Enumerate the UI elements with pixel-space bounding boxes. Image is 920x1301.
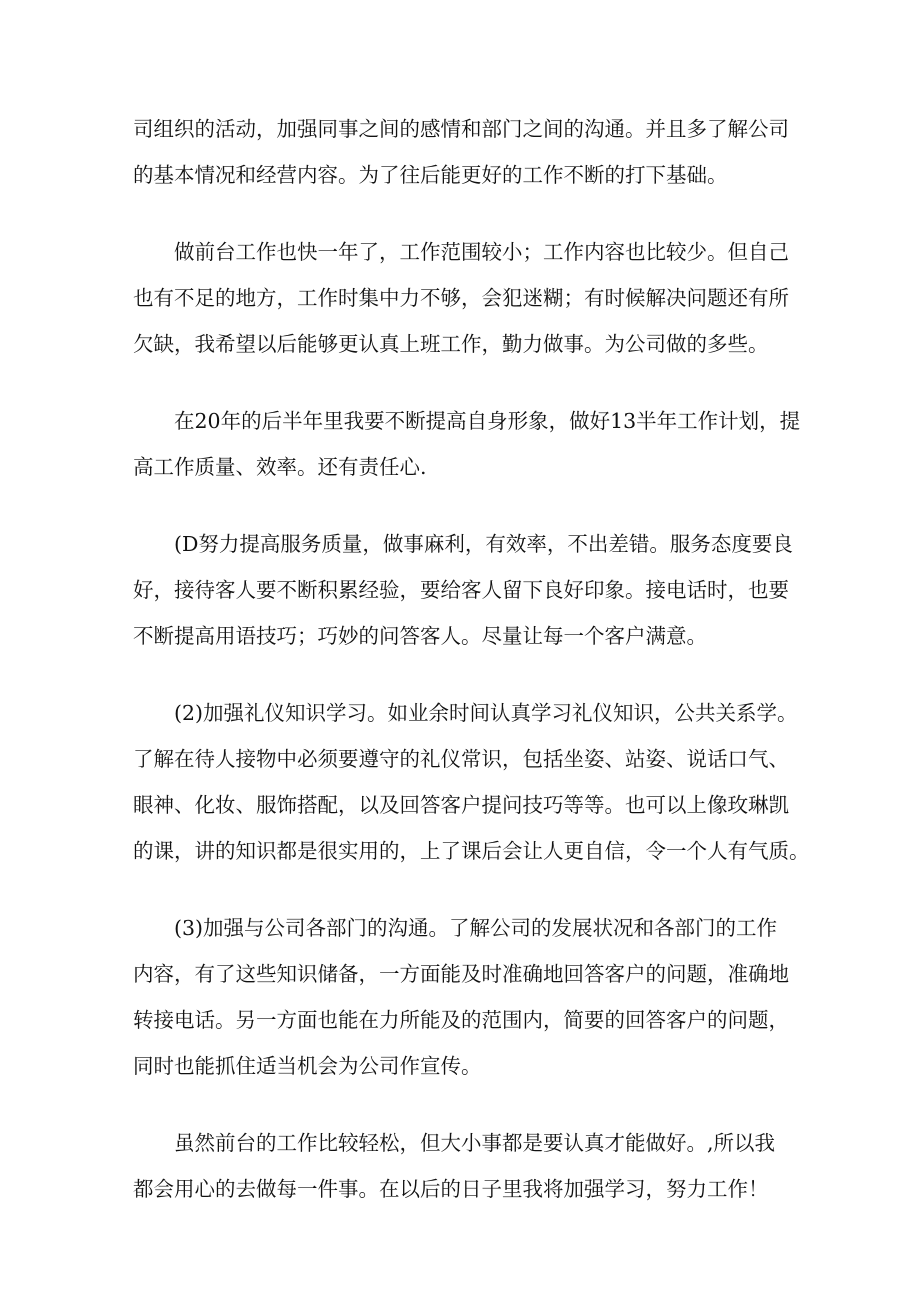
paragraph-line: 眼神、化妆、服饰搭配，以及回答客户提问技巧等等。也可以上像玫琳凯 [133, 793, 789, 817]
paragraph-line: (D努力提高服务质量，做事麻利，有效率，不出差错。服务态度要良 [174, 532, 793, 556]
paragraph-line: 司组织的活动，加强同事之间的感情和部门之间的沟通。并且多了解公司 [133, 117, 789, 141]
paragraph-line: 也有不足的地方，工作时集中力不够，会犯迷糊；有时候解决问题还有所 [133, 286, 789, 310]
paragraph-line: 好，接待客人要不断积累经验，要给客人留下良好印象。接电话时，也要 [133, 578, 789, 602]
paragraph-1 [133, 106, 793, 198]
paragraph-line: (3)加强与公司各部门的沟通。了解公司的发展状况和各部门的工作 [174, 916, 778, 940]
paragraph-line: 在20年的后半年里我要不断提高自身形象，做好13半年工作计划，提 [174, 409, 801, 433]
paragraph-line: 的课，讲的知识都是很实用的，上了课后会让人更自信，令一个人有气质。 [133, 839, 810, 863]
paragraph-line: 了解在待人接物中必须要遵守的礼仪常识，包括坐姿、站姿、说话口气、 [133, 747, 789, 771]
paragraph-line: 高工作质量、效率。还有责任心. [133, 455, 427, 479]
paragraph-6 [133, 905, 793, 1089]
paragraph-5 [133, 690, 810, 874]
paragraph-line: 欠缺，我希望以后能够更认真上班工作，勤力做事。为公司做的多些。 [133, 332, 769, 356]
paragraph-line: 内容，有了这些知识储备，一方面能及时准确地回答客户的问题，准确地 [133, 962, 789, 986]
paragraph-line: 转接电话。另一方面也能在力所能及的范围内，简要的回答客户的问题， [133, 1008, 789, 1032]
paragraph-2 [133, 229, 793, 367]
paragraph-line: (2)加强礼仪知识学习。如业余时间认真学习礼仪知识，公共关系学。 [174, 701, 798, 725]
paragraph-line: 同时也能抓住适当机会为公司作宣传。 [133, 1054, 482, 1078]
paragraph-line: 做前台工作也快一年了，工作范围较小；工作内容也比较少。但自己 [174, 240, 789, 264]
paragraph-line: 虽然前台的工作比较轻松，但大小事都是要认真才能做好。,所以我 [174, 1131, 776, 1155]
paragraph-3 [133, 398, 801, 490]
paragraph-4 [133, 521, 793, 659]
paragraph-line: 不断提高用语技巧；巧妙的问答客人。尽量让每一个客户满意。 [133, 624, 707, 648]
paragraph-line: 的基本情况和经营内容。为了往后能更好的工作不断的打下基础。 [133, 163, 728, 187]
document-body [133, 106, 810, 1243]
paragraph-line: 都会用心的去做每一件事。在以后的日子里我将加强学习，努力工作！ [133, 1177, 769, 1201]
paragraph-7 [133, 1120, 793, 1212]
